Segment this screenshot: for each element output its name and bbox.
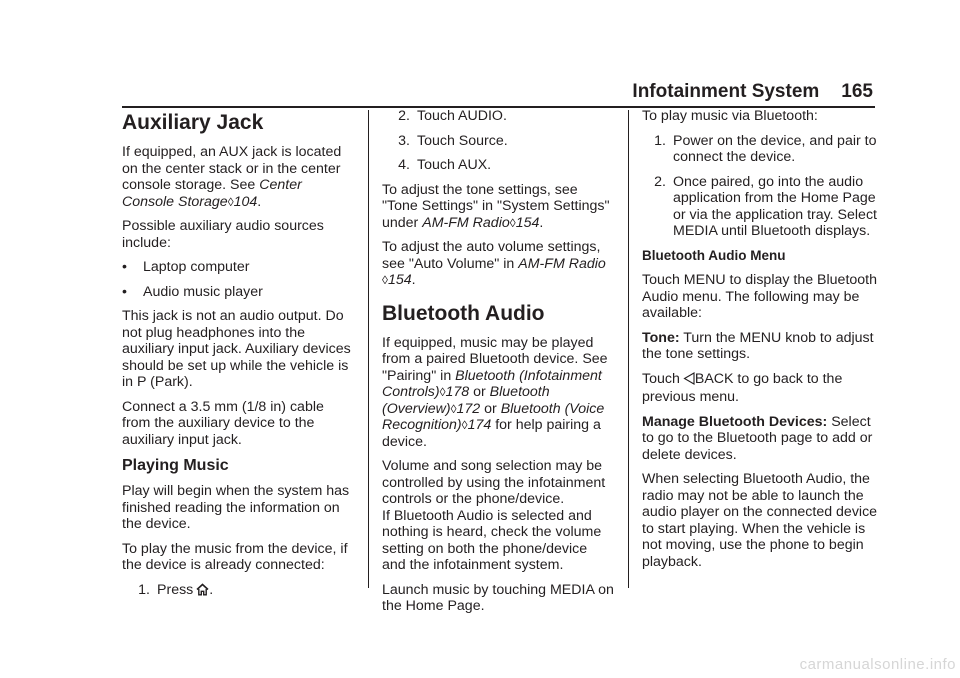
- back-icon: [683, 372, 695, 390]
- step-3: 3. Touch Source.: [398, 132, 508, 149]
- am-fm-radio-link[interactable]: AM-FM Radio: [422, 214, 510, 231]
- menu-paragraph: Touch MENU to display the Bluetooth Audio menu. The following may be available:: [642, 272, 878, 321]
- aux-location-paragraph: If equipped, an AUX jack is located on the center stack or in the center console storage. See Center Console Storage◊104.: [122, 144, 342, 210]
- bt-overview-link[interactable]: Bluetooth (Overview): [382, 384, 550, 417]
- column-1: [122, 108, 354, 608]
- page-number: 165: [841, 81, 873, 102]
- bluetooth-pairing-paragraph: If equipped, music may be played from a paired Bluetooth device. See "Pairing" in Bluetooth (Infotainment Controls)◊178 or Bluetooth (Overview)◊172 or Bluetooth (Voice Recognition)◊174 for help pairing a device.: [382, 334, 608, 450]
- step-1: 1. Press .: [122, 582, 354, 601]
- connect-cable-paragraph: Connect a 3.5 mm (1/8 in) cable from the auxiliary device to the auxiliary input jack.: [122, 398, 324, 448]
- section-title: Infotainment System: [632, 81, 820, 102]
- bluetooth-audio-menu-heading: Bluetooth Audio Menu: [642, 247, 786, 263]
- page-ref-icon: ◊: [509, 215, 516, 230]
- page-ref-icon: ◊: [382, 273, 388, 287]
- bt-infotainment-controls-link[interactable]: Bluetooth (Infotainment Controls): [382, 367, 602, 400]
- page-ref-icon: ◊: [439, 385, 446, 399]
- tone-paragraph: Tone: Turn the MENU knob to adjust the tone settings.: [642, 329, 874, 362]
- center-console-page[interactable]: 104: [233, 193, 258, 210]
- tone-settings-paragraph: To adjust the tone settings, see "Tone Settings" in "System Settings" under AM-FM Radio◊154.: [382, 181, 610, 231]
- play-begin-paragraph: Play will begin when the system has finished reading the information on the device.: [122, 483, 350, 532]
- watermark: carmanualsonline.info: [799, 656, 956, 673]
- step-4: 4. Touch AUX.: [398, 157, 492, 173]
- bullet-icon: •: [122, 259, 127, 275]
- page-ref-icon: ◊: [450, 401, 457, 416]
- center-console-storage-link[interactable]: Center Console Storage: [122, 177, 302, 210]
- step-1: 1. Power on the device, and pair to connect the device.: [654, 132, 877, 165]
- play-via-bluetooth-paragraph: To play music via Bluetooth:: [642, 108, 818, 124]
- column-divider-1: [368, 110, 369, 588]
- back-paragraph: Touch BACK to go back to the previous menu.: [642, 370, 843, 405]
- playback-paragraph: When selecting Bluetooth Audio, the radio may not be able to launch the audio player on the connected device to start playing. When the vehicle is not moving, use the phone to begin playback.: [642, 471, 878, 570]
- page-header: [0, 80, 873, 104]
- auto-volume-paragraph: To adjust the auto volume settings, see "Auto Volume" in AM-FM Radio ◊154.: [382, 239, 606, 288]
- column-3: [642, 108, 878, 578]
- play-from-device-paragraph: To play the music from the device, if the device is already connected:: [122, 540, 348, 573]
- auxiliary-jack-heading: Auxiliary Jack: [122, 111, 264, 134]
- page-ref-icon: ◊: [227, 194, 234, 209]
- step-2: 2. Touch AUDIO.: [398, 108, 507, 124]
- list-item: • Audio music player: [122, 283, 263, 300]
- step-2: 2. Once paired, go into the audio application from the Home Page or via the application tray. Select MEDIA until Bluetooth displays.: [654, 173, 877, 239]
- home-icon: [196, 583, 209, 601]
- launch-music-paragraph: Launch music by touching MEDIA on the Home Page.: [382, 581, 614, 614]
- am-fm-radio-link[interactable]: AM-FM Radio: [518, 255, 606, 272]
- manage-devices-paragraph: Manage Bluetooth Devices: Select to go to the Bluetooth page to add or delete devices.: [642, 413, 873, 463]
- bt-voice-recognition-link[interactable]: Bluetooth (Voice Recognition): [382, 400, 605, 433]
- bluetooth-audio-heading: Bluetooth Audio: [382, 301, 545, 325]
- not-output-paragraph: This jack is not an audio output. Do not plug headphones into the auxiliary input jack. Auxiliary devices should be set up while the vehicle is in P (Park).: [122, 308, 351, 390]
- sources-paragraph: Possible auxiliary audio sources include:: [122, 218, 324, 251]
- nothing-heard-paragraph: If Bluetooth Audio is selected and nothing is heard, check the volume setting on both the phone/device and the infotainment system.: [382, 507, 602, 573]
- playing-music-heading: Playing Music: [122, 457, 229, 474]
- list-item: • Laptop computer: [122, 259, 250, 275]
- column-2: [382, 108, 614, 623]
- column-divider-2: [628, 110, 629, 588]
- volume-selection-paragraph: Volume and song selection may be controlled by using the infotainment controls or the phone/device.: [382, 458, 606, 507]
- page-ref-icon: ◊: [461, 418, 468, 432]
- bullet-icon: •: [122, 283, 127, 300]
